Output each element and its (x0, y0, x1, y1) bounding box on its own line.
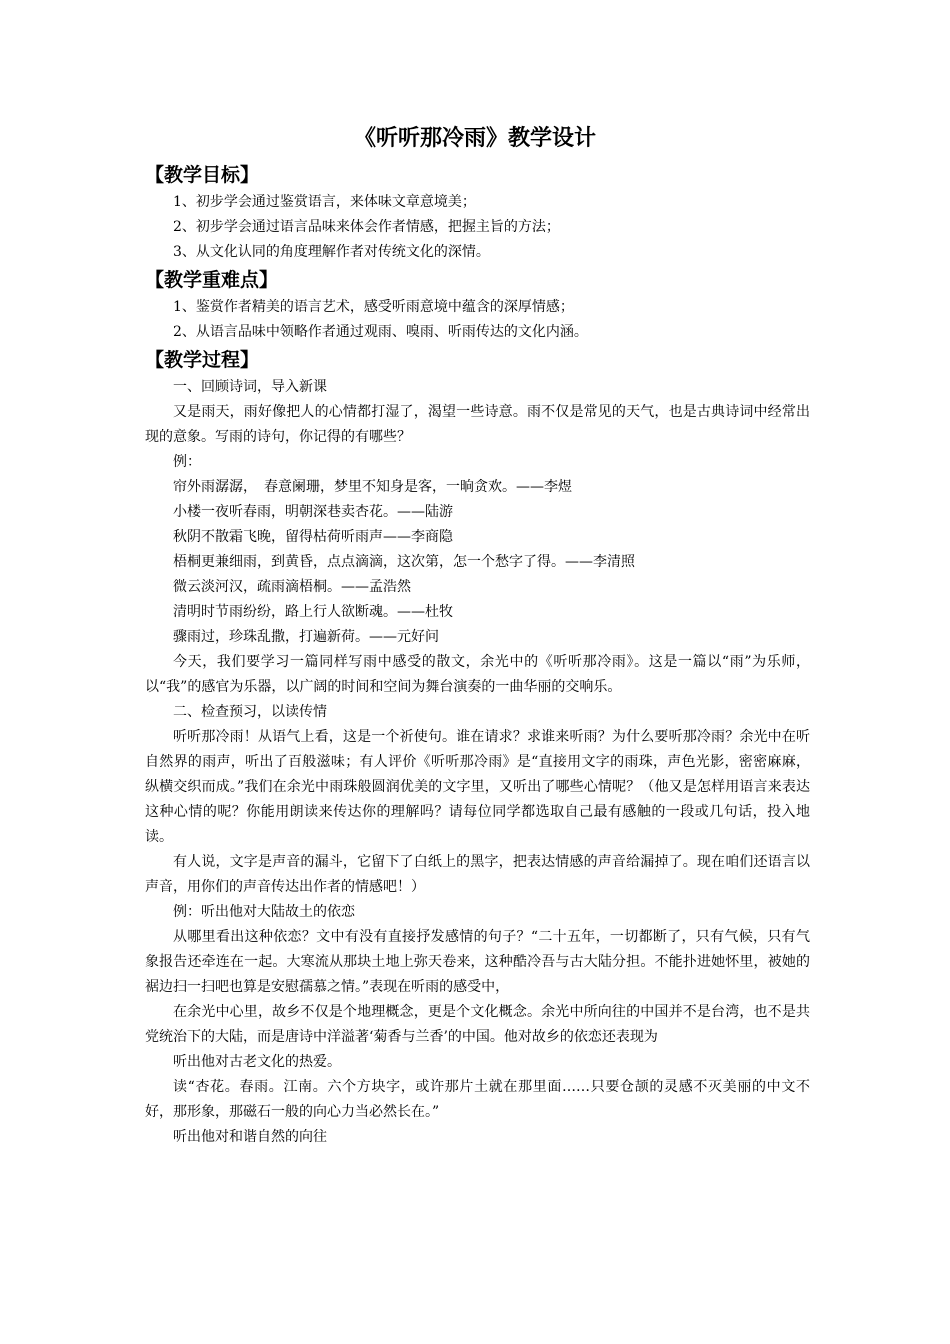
process-paragraph: 听听那冷雨！从语气上看，这是一个祈使句。谁在请求？求谁来听雨？为什么要听那冷雨？余光中在听自然界的雨声，听出了百般滋味；有人评价《听听那冷雨》是“直接用文字的雨珠，声色光影，密密麻麻，纵横交织而成。”我们在余光中雨珠般圆润优美的文字里，又听出了哪些心情呢？（他又是怎样用语言来表达这种心情的呢？你能用朗读来传达你的理解吗？请每位同学都选取自己最有感触的一段或几句话，投入地读。 (145, 729, 810, 845)
goal-item: 3、从文化认同的角度理解作者对传统文化的深情。 (173, 244, 490, 260)
document-title: 《听听那冷雨》教学设计 (353, 126, 596, 151)
process-paragraph: 听出他对古老文化的热爱。 (173, 1054, 341, 1070)
poem-quote: 秋阴不散霜飞晚，留得枯荷听雨声——李商隐 (173, 529, 453, 545)
key-point-item: 2、从语言品味中领略作者通过观雨、嗅雨、听雨传达的文化内涵。 (173, 324, 588, 340)
example-label: 例：听出他对大陆故土的依恋 (173, 904, 355, 920)
poem-quote: 骤雨过，珍珠乱撒，打遍新荷。——元好问 (173, 629, 439, 645)
section-heading-key-points: 【教学重难点】 (145, 269, 279, 291)
process-paragraph: 又是雨天，雨好像把人的心情都打湿了，渴望一些诗意。雨不仅是常见的天气，也是古典诗词中经常出现的意象。写雨的诗句，你记得的有哪些？ (145, 404, 810, 445)
poem-quote: 帘外雨潺潺， 春意阑珊，梦里不知身是客，一晌贪欢。——李煜 (173, 479, 572, 495)
key-point-item: 1、鉴赏作者精美的语言艺术，感受听雨意境中蕴含的深厚情感； (173, 299, 574, 315)
process-step-heading: 一、回顾诗词，导入新课 (173, 379, 327, 395)
goal-item: 2、初步学会通过语言品味来体会作者情感，把握主旨的方法； (173, 219, 560, 235)
poem-quote: 梧桐更兼细雨，到黄昏，点点滴滴，这次第，怎一个愁字了得。——李清照 (173, 554, 635, 570)
document-body (145, 160, 810, 1150)
poem-quote: 小楼一夜听春雨，明朝深巷卖杏花。——陆游 (173, 504, 453, 520)
goal-item: 1、初步学会通过鉴赏语言，来体味文章意境美； (173, 194, 476, 210)
process-paragraph: 今天，我们要学习一篇同样写雨中感受的散文，余光中的《听听那冷雨》。这是一篇以“雨”为乐师，以“我”的感官为乐器，以广阔的时间和空间为舞台演奏的一曲华丽的交响乐。 (145, 654, 810, 695)
process-paragraph: 有人说，文字是声音的漏斗，它留下了白纸上的黑字，把表达情感的声音给漏掉了。现在咱们还语言以声音，用你们的声音传达出作者的情感吧！） (145, 854, 810, 895)
process-paragraph: 从哪里看出这种依恋？文中有没有直接抒发感情的句子？“二十五年，一切都断了，只有气候，只有气象报告还牵连在一起。大寒流从那块土地上弥天卷来，这种酷冷吾与古大陆分担。不能扑进她怀里，被她的裾边扫一扫吧也算是安慰孺慕之情。”表现在听雨的感受中， (145, 929, 810, 995)
process-paragraph: 听出他对和谐自然的向往 (173, 1129, 327, 1145)
process-paragraph: 在余光中心里，故乡不仅是个地理概念，更是个文化概念。余光中所向往的中国并不是台湾，也不是共党统治下的大陆，而是唐诗中洋溢著‘菊香与兰香’的中国。他对故乡的依恋还表现为 (145, 1004, 810, 1045)
poem-quote: 微云淡河汉，疏雨滴梧桐。——孟浩然 (173, 579, 411, 595)
process-paragraph: 读“杏花。春雨。江南。六个方块字，或许那片土就在那里面……只要仓颉的灵感不灭美丽的中文不好，那形象，那磁石一般的向心力当必然长在。” (145, 1079, 810, 1120)
poem-quote: 清明时节雨纷纷，路上行人欲断魂。——杜牧 (173, 604, 453, 620)
section-heading-goals: 【教学目标】 (145, 164, 260, 186)
section-heading-process: 【教学过程】 (145, 349, 260, 371)
example-label: 例： (173, 454, 201, 470)
process-step-heading: 二、检查预习，以读传情 (173, 704, 327, 720)
